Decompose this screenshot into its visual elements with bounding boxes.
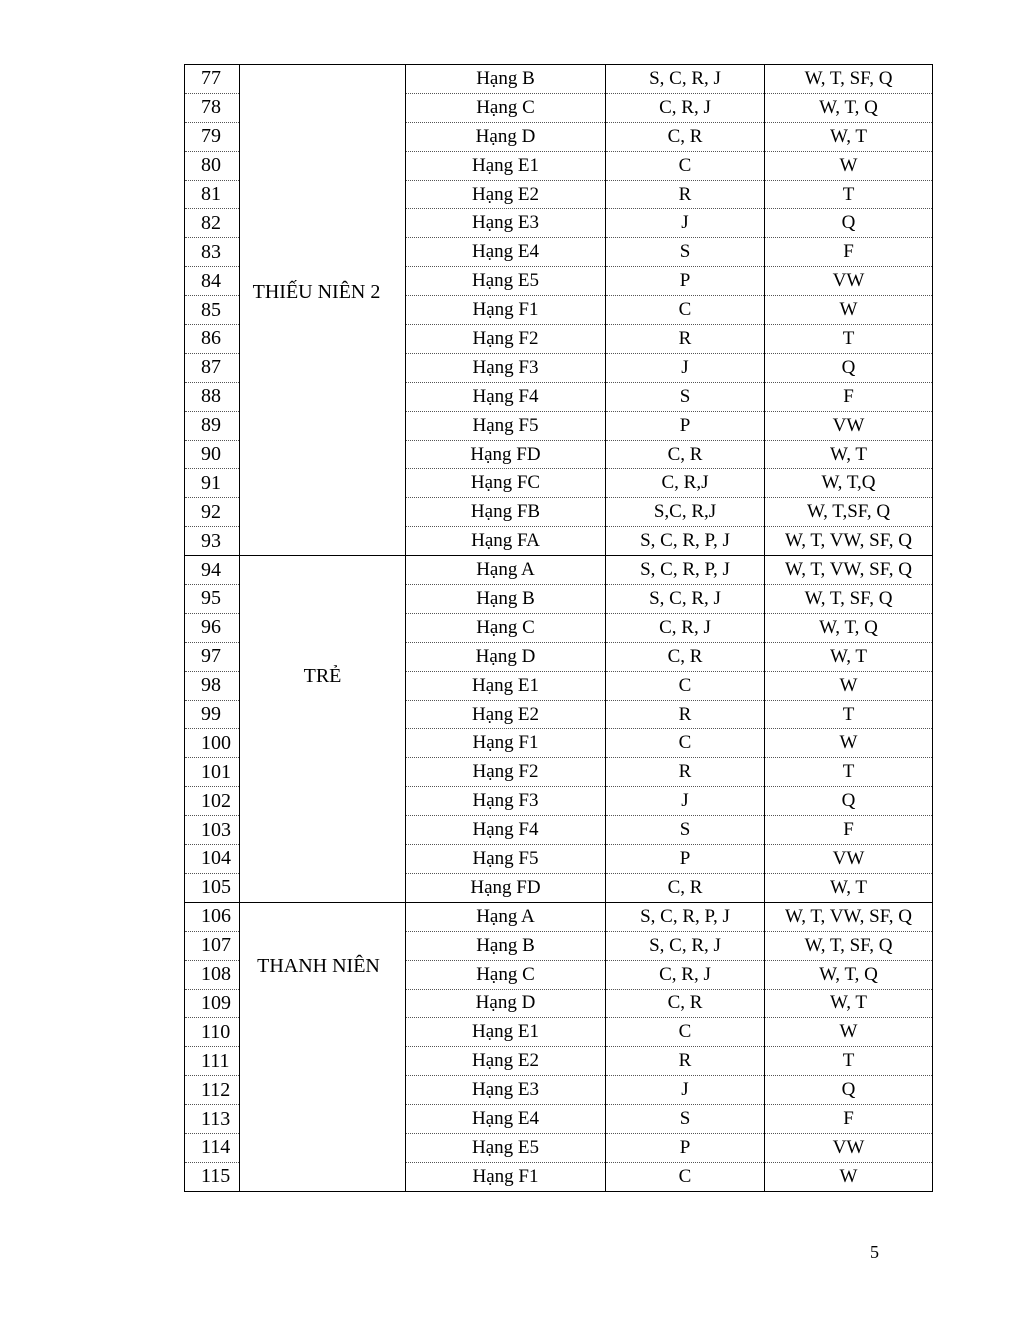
row-number: 106	[185, 902, 240, 931]
code-list-2: Q	[765, 209, 933, 238]
code-list-2: W	[765, 1162, 933, 1191]
code-list-2: W, T, VW, SF, Q	[765, 527, 933, 556]
code-list-2: W, T, VW, SF, Q	[765, 902, 933, 931]
code-list-2: VW	[765, 1133, 933, 1162]
class-name: Hạng C	[406, 613, 606, 642]
code-list-1: R	[606, 700, 765, 729]
code-list-2: W	[765, 671, 933, 700]
class-name: Hạng D	[406, 642, 606, 671]
code-list-2: W, T, SF, Q	[765, 65, 933, 94]
row-number: 94	[185, 556, 240, 585]
code-list-1: P	[606, 845, 765, 874]
code-list-2: VW	[765, 845, 933, 874]
code-list-2: W, T	[765, 122, 933, 151]
code-list-2: W, T, SF, Q	[765, 931, 933, 960]
class-name: Hạng C	[406, 960, 606, 989]
code-list-1: S	[606, 816, 765, 845]
code-list-1: R	[606, 325, 765, 354]
code-list-1: C, R	[606, 873, 765, 902]
row-number: 112	[185, 1076, 240, 1105]
row-number: 85	[185, 296, 240, 325]
class-name: Hạng E2	[406, 180, 606, 209]
code-list-1: C, R	[606, 989, 765, 1018]
code-list-1: S, C, R, P, J	[606, 556, 765, 585]
code-list-2: W, T	[765, 642, 933, 671]
row-number: 84	[185, 267, 240, 296]
code-list-2: W	[765, 729, 933, 758]
code-list-1: S, C, R, P, J	[606, 527, 765, 556]
class-name: Hạng E1	[406, 1018, 606, 1047]
code-list-2: W, T,SF, Q	[765, 498, 933, 527]
row-number: 93	[185, 527, 240, 556]
class-name: Hạng E2	[406, 700, 606, 729]
table-body	[185, 65, 933, 1192]
category-name	[240, 902, 406, 1191]
row-number: 100	[185, 729, 240, 758]
code-list-1: J	[606, 353, 765, 382]
row-number: 95	[185, 585, 240, 614]
code-list-2: W	[765, 296, 933, 325]
row-number: 110	[185, 1018, 240, 1047]
code-list-1: R	[606, 758, 765, 787]
class-name: Hạng E4	[406, 1105, 606, 1134]
code-list-1: P	[606, 1133, 765, 1162]
code-list-2: W	[765, 1018, 933, 1047]
row-number: 109	[185, 989, 240, 1018]
category-label: THIẾU NIÊN 2	[252, 280, 381, 303]
code-list-2: W, T, VW, SF, Q	[765, 556, 933, 585]
row-number: 101	[185, 758, 240, 787]
row-number: 97	[185, 642, 240, 671]
class-name: Hạng E3	[406, 1076, 606, 1105]
class-name: Hạng A	[406, 556, 606, 585]
code-list-1: R	[606, 180, 765, 209]
row-number: 114	[185, 1133, 240, 1162]
table-row	[185, 65, 933, 94]
class-name: Hạng FB	[406, 498, 606, 527]
class-name: Hạng F3	[406, 353, 606, 382]
row-number: 89	[185, 411, 240, 440]
code-list-1: C, R, J	[606, 93, 765, 122]
code-list-1: S, C, R, J	[606, 931, 765, 960]
class-name: Hạng E1	[406, 671, 606, 700]
code-list-1: C	[606, 1162, 765, 1191]
code-list-1: C	[606, 671, 765, 700]
class-name: Hạng B	[406, 65, 606, 94]
row-number: 99	[185, 700, 240, 729]
row-number: 102	[185, 787, 240, 816]
code-list-1: C, R	[606, 122, 765, 151]
row-number: 111	[185, 1047, 240, 1076]
code-list-1: J	[606, 209, 765, 238]
row-number: 79	[185, 122, 240, 151]
class-name: Hạng FD	[406, 440, 606, 469]
row-number: 105	[185, 873, 240, 902]
class-name: Hạng D	[406, 122, 606, 151]
class-name: Hạng F1	[406, 296, 606, 325]
code-list-1: C, R	[606, 440, 765, 469]
code-list-2: Q	[765, 787, 933, 816]
page-number: 5	[870, 1242, 879, 1262]
class-name: Hạng F2	[406, 758, 606, 787]
code-list-2: W, T, SF, Q	[765, 585, 933, 614]
code-list-1: C, R	[606, 642, 765, 671]
row-number: 91	[185, 469, 240, 498]
class-name: Hạng F3	[406, 787, 606, 816]
class-name: Hạng E2	[406, 1047, 606, 1076]
row-number: 98	[185, 671, 240, 700]
code-list-1: R	[606, 1047, 765, 1076]
row-number: 104	[185, 845, 240, 874]
code-list-2: W	[765, 151, 933, 180]
category-label: TRẺ	[303, 665, 342, 688]
code-list-2: T	[765, 758, 933, 787]
code-list-1: C, R, J	[606, 613, 765, 642]
row-number: 77	[185, 65, 240, 94]
row-number: 103	[185, 816, 240, 845]
class-name: Hạng C	[406, 93, 606, 122]
row-number: 80	[185, 151, 240, 180]
class-name: Hạng F2	[406, 325, 606, 354]
category-label: THANH NIÊN	[257, 955, 380, 978]
row-number: 87	[185, 353, 240, 382]
class-name: Hạng D	[406, 989, 606, 1018]
code-list-2: Q	[765, 353, 933, 382]
class-name: Hạng FC	[406, 469, 606, 498]
code-list-2: W, T, Q	[765, 960, 933, 989]
class-name: Hạng F5	[406, 411, 606, 440]
code-list-2: F	[765, 382, 933, 411]
row-number: 88	[185, 382, 240, 411]
class-name: Hạng F1	[406, 729, 606, 758]
class-name: Hạng B	[406, 931, 606, 960]
class-name: Hạng FA	[406, 527, 606, 556]
code-list-1: S	[606, 382, 765, 411]
code-list-2: W, T, Q	[765, 613, 933, 642]
class-name: Hạng E5	[406, 1133, 606, 1162]
table-row	[185, 902, 933, 931]
class-name: Hạng E1	[406, 151, 606, 180]
row-number: 81	[185, 180, 240, 209]
category-name	[240, 65, 406, 556]
code-list-1: J	[606, 787, 765, 816]
row-number: 96	[185, 613, 240, 642]
code-list-1: S	[606, 1105, 765, 1134]
row-number: 83	[185, 238, 240, 267]
code-list-1: C	[606, 151, 765, 180]
code-list-2: F	[765, 816, 933, 845]
category-name	[240, 556, 406, 903]
row-number: 108	[185, 960, 240, 989]
code-list-1: C, R, J	[606, 960, 765, 989]
code-list-2: W, T, Q	[765, 93, 933, 122]
code-list-1: S, C, R, P, J	[606, 902, 765, 931]
code-list-2: F	[765, 1105, 933, 1134]
code-list-2: VW	[765, 267, 933, 296]
code-list-1: S	[606, 238, 765, 267]
code-list-2: W, T,Q	[765, 469, 933, 498]
class-name: Hạng F1	[406, 1162, 606, 1191]
code-list-1: S,C, R,J	[606, 498, 765, 527]
code-list-2: W, T	[765, 873, 933, 902]
class-name: Hạng F5	[406, 845, 606, 874]
code-list-2: F	[765, 238, 933, 267]
code-list-1: J	[606, 1076, 765, 1105]
code-list-1: S, C, R, J	[606, 585, 765, 614]
code-list-2: W, T	[765, 440, 933, 469]
row-number: 90	[185, 440, 240, 469]
row-number: 92	[185, 498, 240, 527]
row-number: 82	[185, 209, 240, 238]
row-number: 78	[185, 93, 240, 122]
code-list-1: C, R,J	[606, 469, 765, 498]
table-row	[185, 556, 933, 585]
code-list-2: VW	[765, 411, 933, 440]
code-list-2: T	[765, 180, 933, 209]
code-list-2: W, T	[765, 989, 933, 1018]
code-list-1: S, C, R, J	[606, 65, 765, 94]
class-name: Hạng F4	[406, 816, 606, 845]
code-list-1: C	[606, 729, 765, 758]
code-list-1: P	[606, 267, 765, 296]
class-name: Hạng F4	[406, 382, 606, 411]
class-name: Hạng FD	[406, 873, 606, 902]
code-list-2: T	[765, 700, 933, 729]
code-list-1: C	[606, 1018, 765, 1047]
code-list-2: T	[765, 1047, 933, 1076]
class-name: Hạng E4	[406, 238, 606, 267]
code-list-2: Q	[765, 1076, 933, 1105]
class-name: Hạng E5	[406, 267, 606, 296]
code-list-2: T	[765, 325, 933, 354]
class-name: Hạng E3	[406, 209, 606, 238]
row-number: 115	[185, 1162, 240, 1191]
code-list-1: P	[606, 411, 765, 440]
class-name: Hạng B	[406, 585, 606, 614]
class-name: Hạng A	[406, 902, 606, 931]
row-number: 107	[185, 931, 240, 960]
row-number: 113	[185, 1105, 240, 1134]
code-list-1: C	[606, 296, 765, 325]
row-number: 86	[185, 325, 240, 354]
category-table	[184, 64, 933, 1192]
